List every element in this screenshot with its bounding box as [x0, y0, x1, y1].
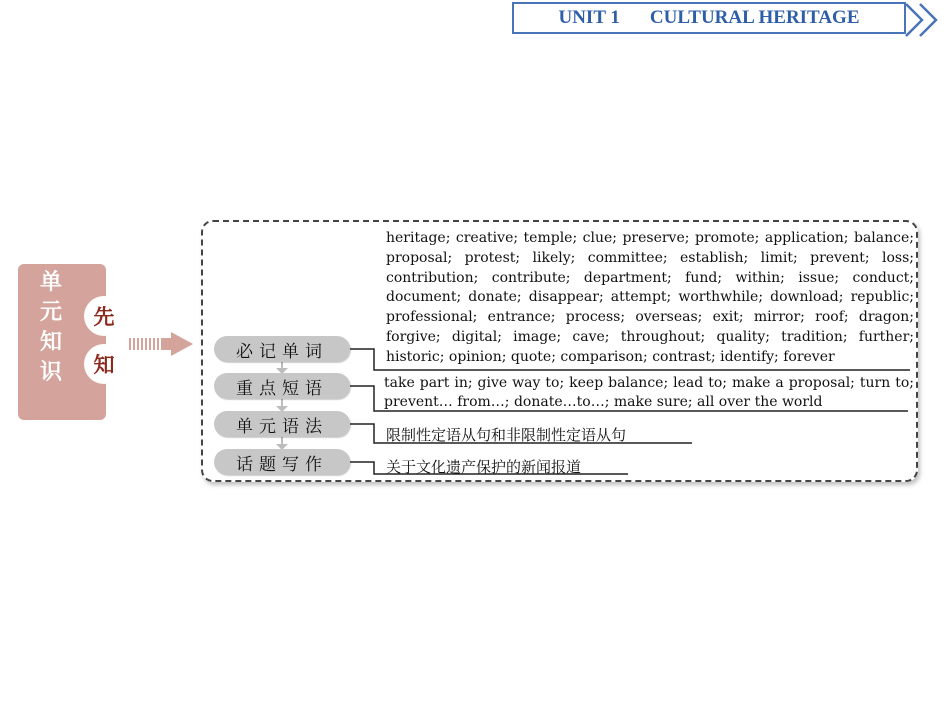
badge-char: 元: [40, 300, 63, 325]
pill-grammar: 单元语法: [214, 411, 350, 437]
grammar-text: 限制性定语从句和非限制性定语从句: [386, 426, 627, 444]
unit-title: CULTURAL HERITAGE: [649, 7, 860, 28]
badge-char: 单: [40, 270, 63, 295]
pill-vocabulary: 必记单词: [214, 336, 350, 362]
badge-circle-bottom: 知: [84, 344, 124, 384]
unit-header-tab: [512, 2, 906, 34]
unit-number: UNIT 1: [558, 7, 620, 28]
writing-text: 关于文化遗产保护的新闻报道: [386, 458, 582, 476]
pill-phrases: 重点短语: [214, 373, 350, 399]
pill-writing: 话题写作: [214, 449, 350, 475]
unit-knowledge-badge: [18, 264, 106, 420]
vocabulary-list: heritage; creative; temple; clue; preserve; promote; application; balance; proposal; protest; likely; committee; establish; limit; prevent; loss; contribution; contribute; department; fund; within; issue; conduct; document; donate; disappear; attempt; worthwhile; download; republic; professional; entrance; process; overseas; exit; mirror; roof; dragon; forgive; digital; image; cave; throughout; quality; tradition; further; historic; opinion; quote; comparison; contrast; identify; forever: [386, 230, 914, 365]
badge-vertical-text: [40, 268, 62, 388]
badge-circle-top: 先: [84, 296, 124, 336]
striped-arrow-icon: [129, 332, 195, 356]
badge-char: 识: [40, 360, 63, 385]
double-chevron-icon: [904, 2, 948, 38]
phrases-list: take part in; give way to; keep balance; lead to; make a proposal; turn to; prevent… from…; donate…to…; make sure; all over the world: [384, 375, 914, 410]
badge-char: 知: [40, 330, 63, 355]
